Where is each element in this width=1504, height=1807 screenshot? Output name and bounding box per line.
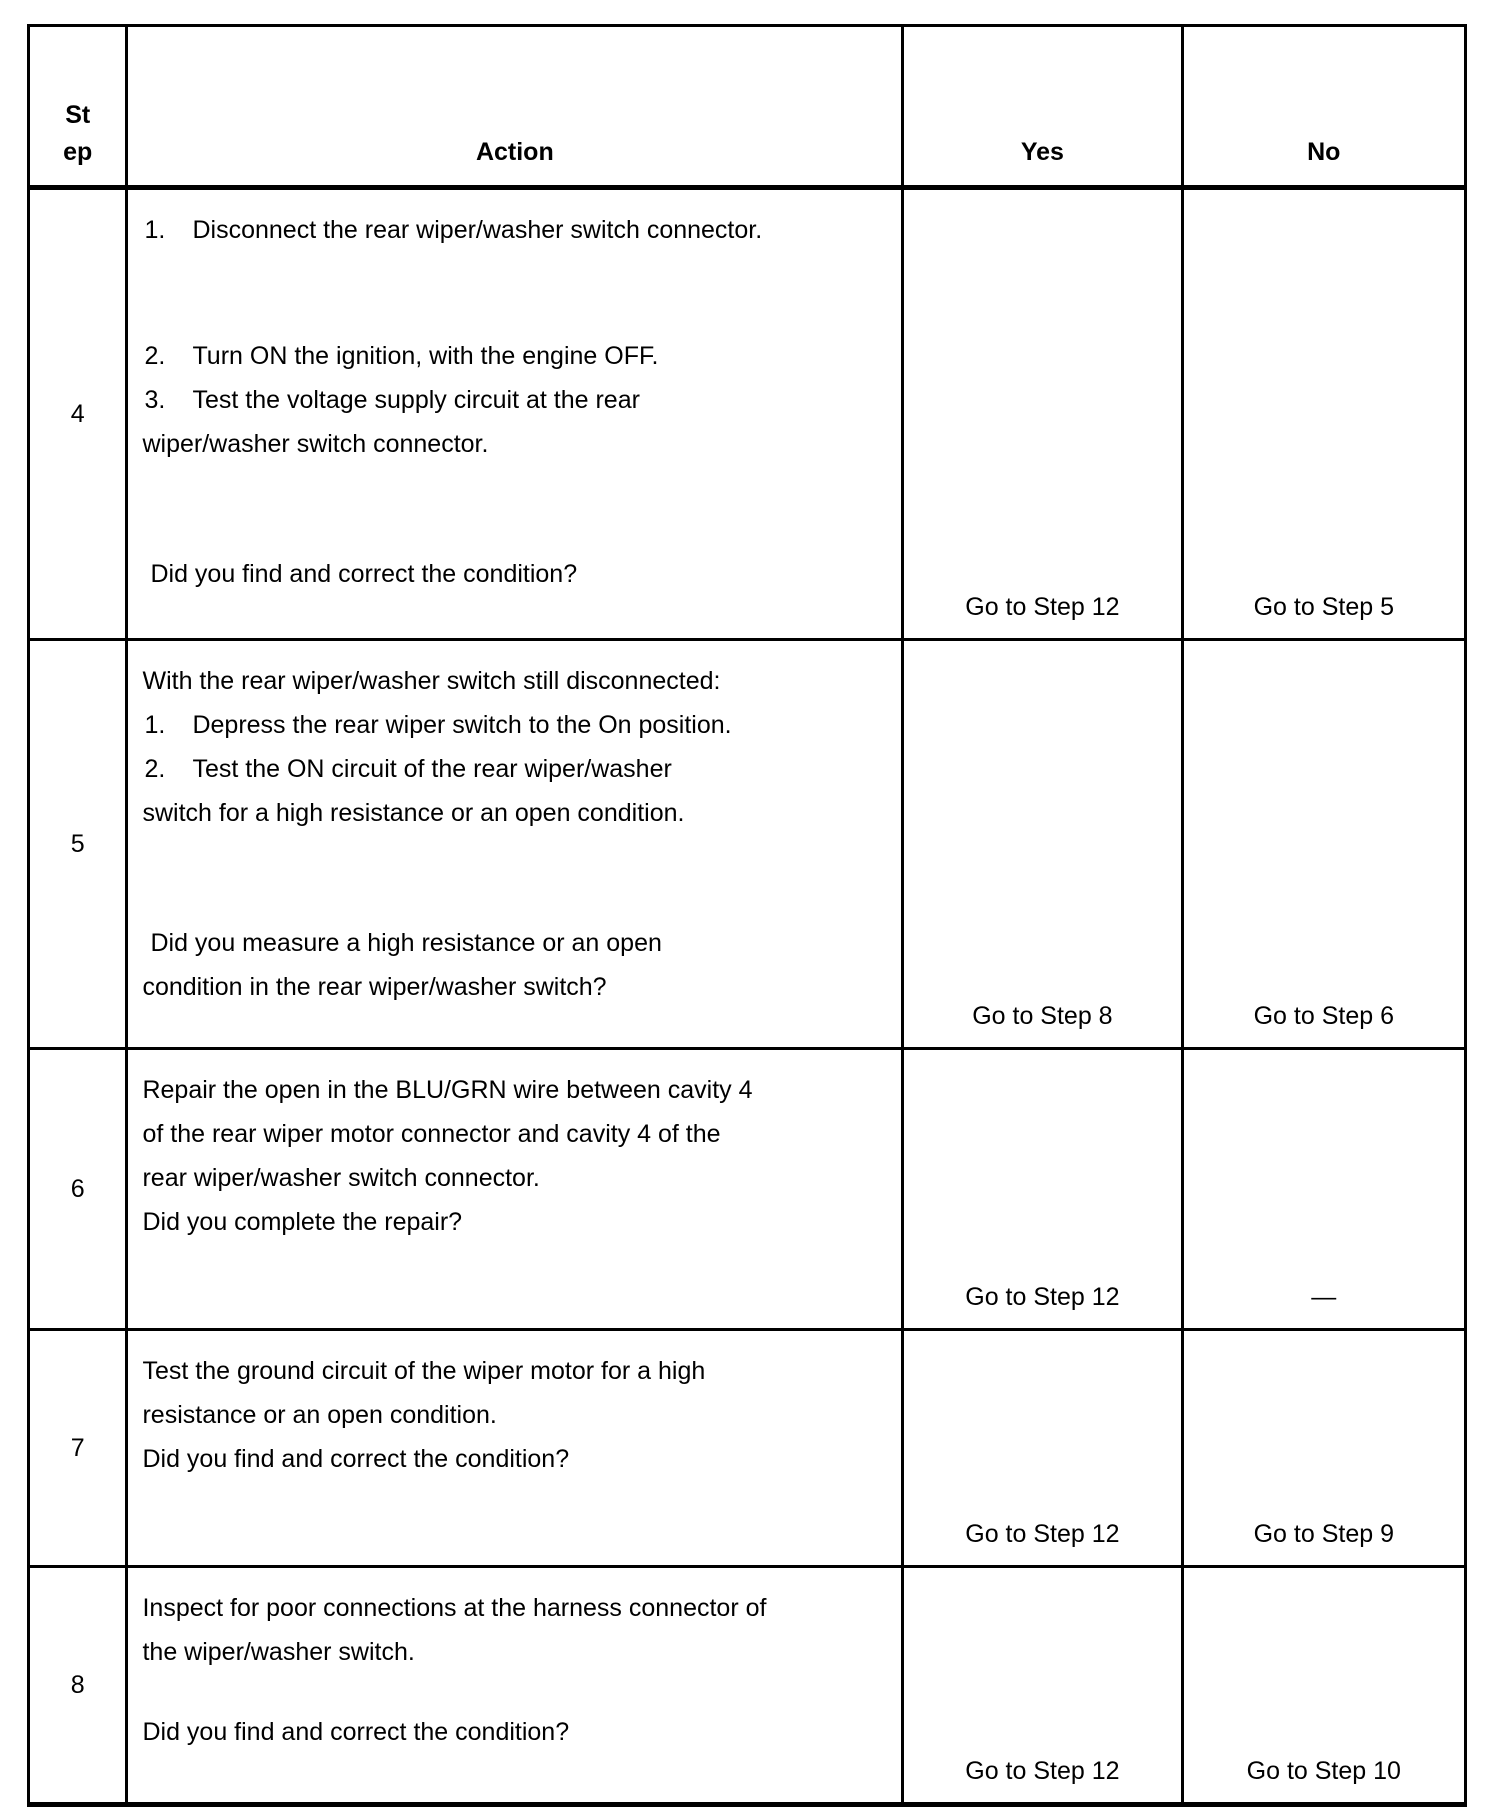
step-number: 5 [29,640,127,1049]
action-line: rear wiper/washer switch connector. [142,1164,540,1192]
yes-outcome: Go to Step 8 [903,640,1182,1049]
action-cell [127,1567,903,1805]
no-outcome: — [1182,1049,1465,1330]
action-line: resistance or an open condition. [142,1401,497,1429]
action-cell [127,1049,903,1330]
step-number: 8 [29,1567,127,1805]
table-row [29,640,1466,1049]
action-question: Did you complete the repair? [142,1208,463,1236]
step-number: 7 [29,1330,127,1567]
action-line: the wiper/washer switch. [142,1638,415,1666]
header-step [29,26,127,188]
yes-outcome: Go to Step 12 [903,1330,1182,1567]
action-line: Test the ground circuit of the wiper motor for a high [142,1357,706,1385]
action-continuation: switch for a high resistance or an open condition. [142,799,685,827]
no-outcome: Go to Step 6 [1182,640,1465,1049]
action-question: Did you measure a high resistance or an open [150,929,662,957]
step-number: 4 [29,188,127,640]
header-yes: Yes [903,26,1182,188]
header-step-line2: ep [63,138,93,166]
action-line: Inspect for poor connections at the harness connector of [142,1594,767,1622]
no-outcome: Go to Step 9 [1182,1330,1465,1567]
yes-outcome: Go to Step 12 [903,1049,1182,1330]
action-item: 1. Disconnect the rear wiper/washer switch connector. [144,216,763,244]
action-question: Did you find and correct the condition? [142,1718,570,1746]
action-cell [127,1330,903,1567]
action-item: 2. Turn ON the ignition, with the engine OFF. [144,342,659,370]
header-action: Action [127,26,903,188]
action-intro: With the rear wiper/washer switch still disconnected: [142,667,721,695]
header-no: No [1182,26,1465,188]
yes-outcome: Go to Step 12 [903,1567,1182,1805]
action-line: Repair the open in the BLU/GRN wire between cavity 4 [142,1076,753,1104]
yes-outcome: Go to Step 12 [903,188,1182,640]
no-outcome: Go to Step 5 [1182,188,1465,640]
header-step-line1: St [65,101,91,129]
diagnostic-table [27,24,1467,1807]
action-item: 1. Depress the rear wiper switch to the On position. [144,711,732,739]
action-continuation: wiper/washer switch connector. [142,430,489,458]
table-row [29,188,1466,640]
table-row [29,1330,1466,1567]
table-row [29,1567,1466,1805]
table-row [29,1049,1466,1330]
action-item: 3. Test the voltage supply circuit at the rear [144,386,640,414]
action-cell [127,640,903,1049]
no-outcome: Go to Step 10 [1182,1567,1465,1805]
action-question-cont: condition in the rear wiper/washer switch? [142,973,607,1001]
action-question: Did you find and correct the condition? [142,1445,570,1473]
action-question: Did you find and correct the condition? [150,560,578,588]
action-item: 2. Test the ON circuit of the rear wiper/washer [144,755,672,783]
step-number: 6 [29,1049,127,1330]
action-line: of the rear wiper motor connector and cavity 4 of the [142,1120,721,1148]
table-header-row [29,26,1466,188]
action-cell [127,188,903,640]
